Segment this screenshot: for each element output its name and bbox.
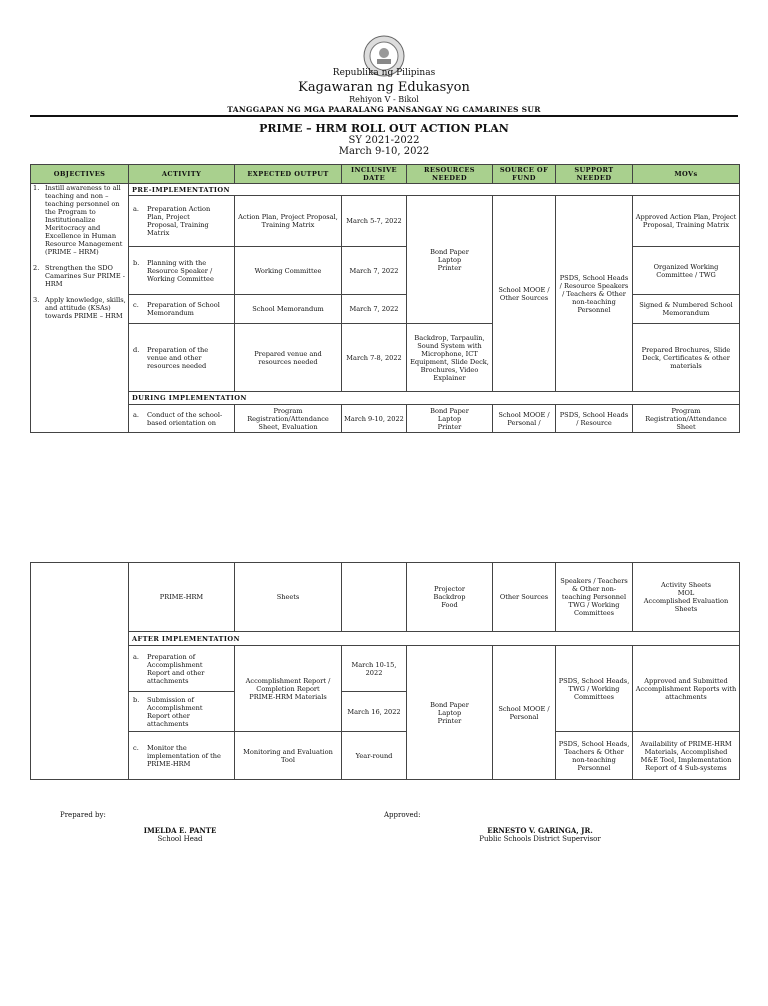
output-cell: Working Committee — [235, 247, 342, 295]
prepared-by-label: Prepared by: — [60, 811, 106, 819]
objective-item: 3. Apply knowledge, skills, and attitude (KSAs) towards PRIME – HRM — [33, 296, 126, 320]
date-cell: March 7, 2022 — [342, 247, 407, 295]
region-label: Rehiyon V - Bikol — [349, 95, 419, 104]
support-cell: PSDS, School Heads, Teachers & Other non-teaching Personnel — [556, 732, 633, 780]
date-cell: Year-round — [342, 732, 407, 780]
section-during-implementation: DURING IMPLEMENTATION — [129, 392, 740, 405]
document-title: PRIME – HRM ROLL OUT ACTION PLAN — [259, 122, 509, 135]
output-cell: School Memorandum — [235, 295, 342, 324]
resources-cell: Bond Paper Laptop Printer — [407, 196, 493, 324]
mov-cell: Program Registration/Attendance Sheet — [633, 405, 740, 433]
objective-item: 2. Strengthen the SDO Camarines Sur PRIME - HRM — [33, 264, 125, 288]
table-header-row — [31, 165, 740, 184]
department-label: Kagawaran ng Edukasyon — [298, 80, 470, 95]
event-dates: March 9-10, 2022 — [338, 146, 430, 157]
fund-cell: School MOOE / Personal — [493, 646, 556, 780]
objectives-cell-empty — [31, 563, 129, 780]
col-resources: RESOURCES NEEDED — [407, 165, 493, 184]
approved-by-title: Public Schools District Supervisor — [479, 835, 601, 843]
col-activity: ACTIVITY — [129, 165, 235, 184]
activity-cell: a. Preparation of Accomplishment Report and other attachments — [129, 646, 235, 692]
output-cell: Prepared venue and resources needed — [235, 324, 342, 392]
table-row — [31, 324, 740, 392]
prepared-by-name: IMELDA E. PANTE — [143, 826, 217, 835]
table-row — [31, 295, 740, 324]
mov-cell: Activity Sheets MOL Accomplished Evaluation Sheets — [633, 563, 740, 632]
activity-cell: b. Submission of Accomplishment Report other attachments — [129, 692, 235, 732]
table-row — [31, 563, 740, 632]
objectives-cell — [31, 184, 129, 433]
school-year: SY 2021-2022 — [348, 135, 420, 146]
output-cell: Sheets — [235, 563, 342, 632]
resources-cell: Bond Paper Laptop Printer — [407, 405, 493, 433]
mov-cell: Organized Working Committee / TWG — [633, 247, 740, 295]
objective-item: 1. Instill awareness to all teaching and non – teaching personnel on the Program to Institutionalize Meritocracy and Excellence in Human Resource Management (PRIME – HRM) — [33, 184, 123, 256]
support-cell: PSDS, School Heads / Resource — [556, 405, 633, 433]
section-after-implementation: AFTER IMPLEMENTATION — [129, 632, 740, 646]
table-row — [31, 247, 740, 295]
fund-cell: School MOOE / Other Sources — [493, 196, 556, 392]
mov-cell: Availability of PRIME-HRM Materials, Accomplished M&E Tool, Implementation Report of 4 Sub-systems — [633, 732, 740, 780]
resources-cell: Bond Paper Laptop Printer — [407, 646, 493, 780]
date-cell: March 16, 2022 — [342, 692, 407, 732]
col-expected-output: EXPECTED OUTPUT — [235, 165, 342, 184]
table-row — [31, 405, 740, 433]
date-cell: March 9-10, 2022 — [342, 405, 407, 433]
activity-cell: d. Preparation of the venue and other resources needed — [129, 324, 235, 392]
activity-cell: b. Planning with the Resource Speaker / Working Committee — [129, 247, 235, 295]
action-plan-table-page2 — [30, 562, 740, 780]
col-inclusive-date: INCLUSIVE DATE — [342, 165, 407, 184]
action-plan-table-page1 — [30, 164, 740, 433]
table-row — [31, 646, 740, 692]
output-cell: Action Plan, Project Proposal, Training Matrix — [235, 196, 342, 247]
mov-cell: Approved and Submitted Accomplishment Reports with attachments — [633, 646, 740, 732]
col-movs: MOVs — [633, 165, 740, 184]
output-cell: Accomplishment Report / Completion Report PRIME-HRM Materials — [235, 646, 342, 732]
resources-cell: Projector Backdrop Food — [407, 563, 493, 632]
prepared-by-title: School Head — [157, 835, 203, 843]
support-cell: PSDS, School Heads, TWG / Working Committees — [556, 646, 633, 732]
approved-by-name: ERNESTO V. GARINGA, JR. — [487, 826, 593, 835]
mov-cell: Signed & Numbered School Memorandum — [633, 295, 740, 324]
approved-label: Approved: — [384, 811, 421, 819]
activity-cell: c. Preparation of School Memorandum — [129, 295, 235, 324]
date-cell: March 5-7, 2022 — [342, 196, 407, 247]
fund-cell: School MOOE / Personal / — [493, 405, 556, 433]
activity-cell: c. Monitor the implementation of the PRIME-HRM — [129, 732, 235, 780]
table-row — [31, 196, 740, 247]
resources-cell: Backdrop, Tarpaulin, Sound System with Microphone, ICT Equipment, Slide Deck, Brochures, Video Explainer — [407, 324, 493, 392]
output-cell: Program Registration/Attendance Sheet, Evaluation — [235, 405, 342, 433]
table-row — [31, 732, 740, 780]
mov-cell: Prepared Brochures, Slide Deck, Certificates & other materials — [633, 324, 740, 392]
date-cell: March 7-8, 2022 — [342, 324, 407, 392]
mov-cell: Approved Action Plan, Project Proposal, Training Matrix — [633, 196, 740, 247]
republic-label: Republika ng Pilipinas — [332, 68, 436, 78]
office-label: TANGGAPAN NG MGA PAARALANG PANSANGAY NG CAMARINES SUR — [227, 105, 541, 114]
activity-cell: a. Preparation Action Plan, Project Proposal, Training Matrix — [129, 196, 235, 247]
support-cell: PSDS, School Heads / Resource Speakers / Teachers & Other non-teaching Personnel — [556, 196, 633, 392]
col-source-of-fund: SOURCE OF FUND — [493, 165, 556, 184]
date-cell: March 10-15, 2022 — [342, 646, 407, 692]
fund-cell: Other Sources — [493, 563, 556, 632]
support-cell: Speakers / Teachers & Other non-teaching Personnel TWG / Working Committees — [556, 563, 633, 632]
section-pre-implementation: PRE-IMPLEMENTATION — [129, 184, 740, 196]
col-objectives: OBJECTIVES — [31, 165, 129, 184]
col-support-needed: SUPPORT NEEDED — [556, 165, 633, 184]
date-cell — [342, 563, 407, 632]
activity-cell: a. Conduct of the school-based orientation on — [129, 405, 235, 433]
activity-cell: PRIME-HRM — [129, 563, 235, 632]
header-divider — [30, 115, 738, 117]
output-cell: Monitoring and Evaluation Tool — [235, 732, 342, 780]
date-cell: March 7, 2022 — [342, 295, 407, 324]
